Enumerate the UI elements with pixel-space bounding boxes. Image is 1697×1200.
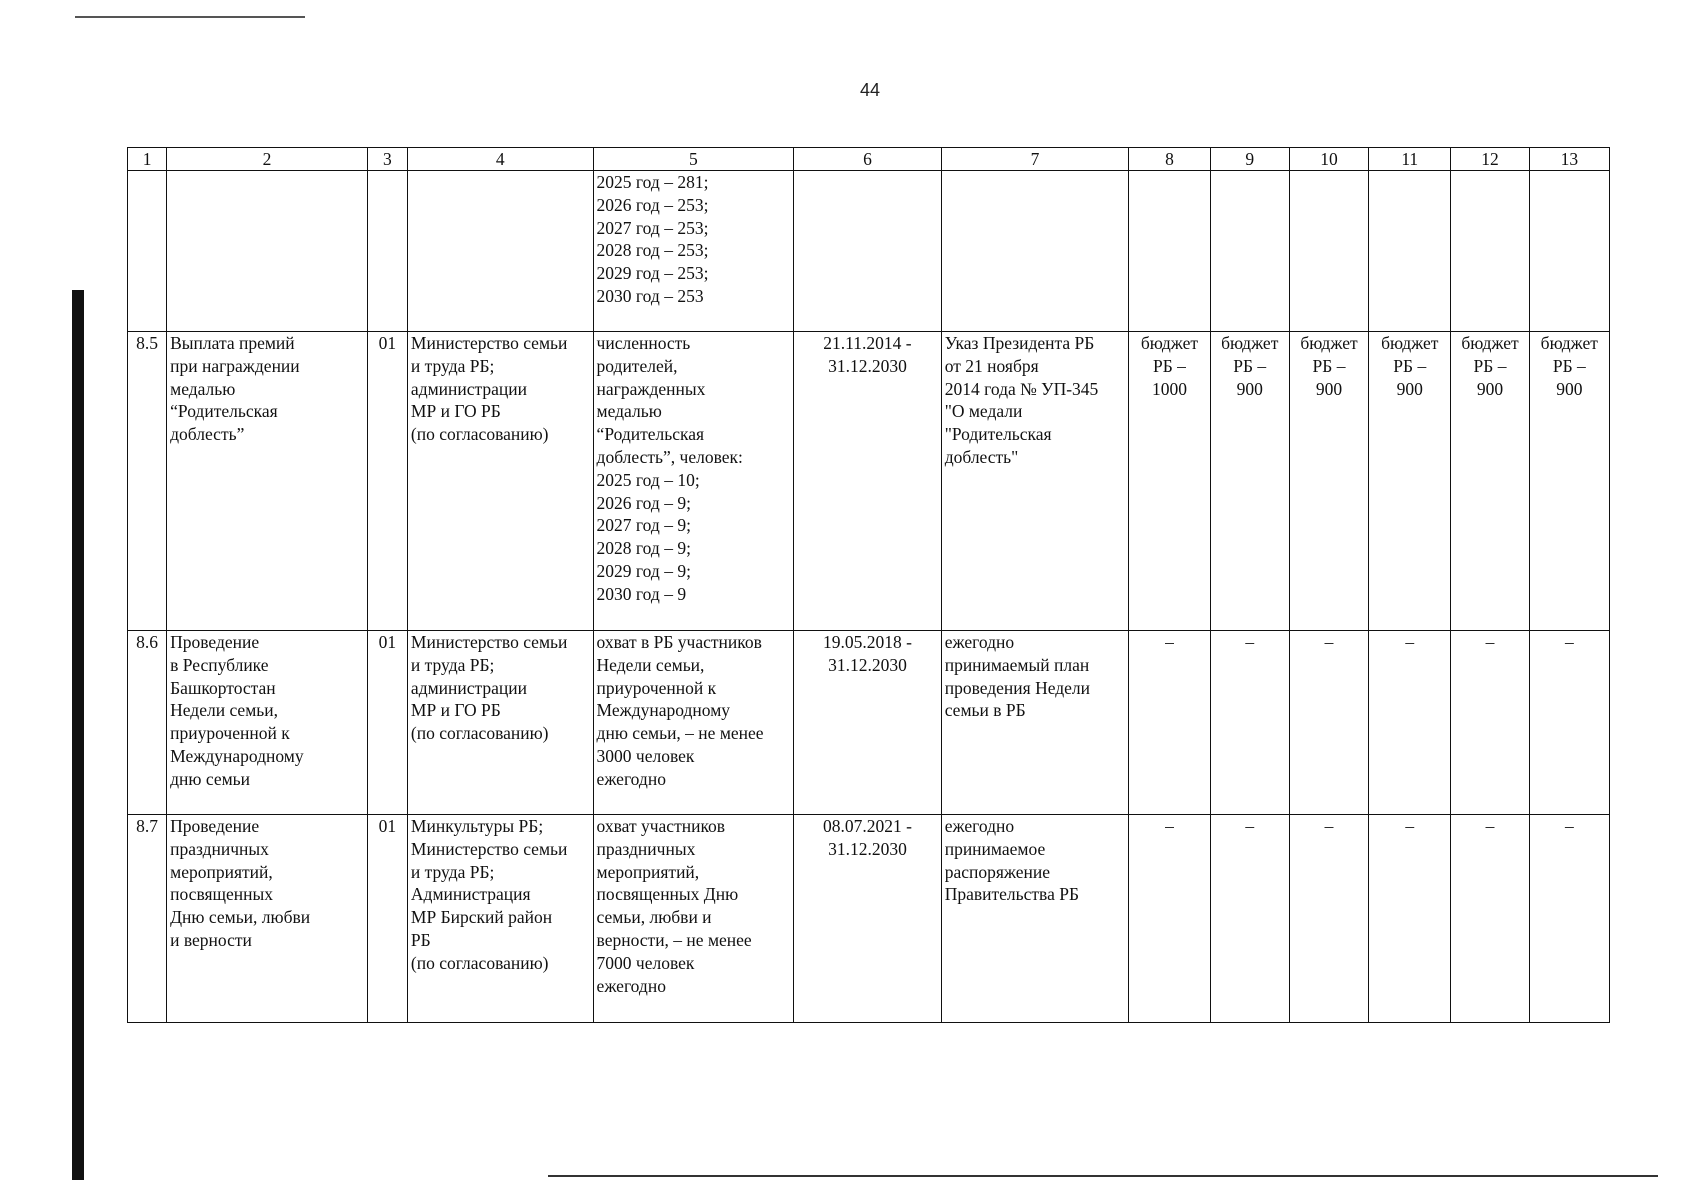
- cell-name: Выплата премий при награждении медалью “Родительская доблесть”: [167, 332, 368, 631]
- cell-funding: –: [1529, 631, 1609, 815]
- cell-name: Проведение праздничных мероприятий, посвященных Дню семьи, любви и верности: [167, 815, 368, 1023]
- header-cell-8: 8: [1129, 148, 1210, 171]
- header-cell-1: 1: [128, 148, 167, 171]
- cell-basis: Указ Президента РБ от 21 ноября 2014 года № УП-345 "О медали "Родительская доблесть": [941, 332, 1129, 631]
- cell-indicator: охват в РБ участников Недели семьи, приуроченной к Международному дню семьи, – не менее 3000 человек ежегодно: [593, 631, 794, 815]
- cell-indicator: охват участников праздничных мероприятий, посвященных Дню семьи, любви и верности, – не менее 7000 человек ежегодно: [593, 815, 794, 1023]
- header-cell-11: 11: [1369, 148, 1451, 171]
- cell-funding: –: [1369, 815, 1451, 1023]
- header-cell-13: 13: [1529, 148, 1609, 171]
- header-cell-4: 4: [407, 148, 593, 171]
- cell-basis: [941, 171, 1129, 332]
- cell-funding: [1529, 171, 1609, 332]
- header-cell-9: 9: [1210, 148, 1289, 171]
- cell-num: 8.6: [128, 631, 167, 815]
- cell-executors: Министерство семьи и труда РБ; администрации МР и ГО РБ (по согласованию): [407, 631, 593, 815]
- table-header-row: [128, 148, 1610, 171]
- table-row-continuation: [128, 171, 1610, 332]
- cell-funding: –: [1451, 815, 1529, 1023]
- cell-num: [128, 171, 167, 332]
- scan-rule-bottom: [548, 1175, 1658, 1177]
- cell-executors: Министерство семьи и труда РБ; администрации МР и ГО РБ (по согласованию): [407, 332, 593, 631]
- header-cell-12: 12: [1451, 148, 1529, 171]
- cell-basis: ежегодно принимаемое распоряжение Правительства РБ: [941, 815, 1129, 1023]
- cell-funding: бюджет РБ – 900: [1289, 332, 1368, 631]
- cell-indicator: численность родителей, награжденных медалью “Родительская доблесть”, человек: 2025 год – 10; 2026 год – 9; 2027 год – 9; 2028 год – 9; 2029 год – 9; 2030 год – 9: [593, 332, 794, 631]
- cell-funding: –: [1451, 631, 1529, 815]
- cell-period: 21.11.2014 - 31.12.2030: [794, 332, 941, 631]
- table-row: [128, 631, 1610, 815]
- cell-funding: [1369, 171, 1451, 332]
- cell-funding: бюджет РБ – 900: [1529, 332, 1609, 631]
- cell-name: Проведение в Республике Башкортостан Недели семьи, приуроченной к Международному дню семьи: [167, 631, 368, 815]
- cell-funding: –: [1289, 815, 1368, 1023]
- cell-num: 8.7: [128, 815, 167, 1023]
- cell-executors: [407, 171, 593, 332]
- cell-funding: –: [1289, 631, 1368, 815]
- cell-funding: –: [1129, 631, 1210, 815]
- cell-name: [167, 171, 368, 332]
- cell-num: 8.5: [128, 332, 167, 631]
- cell-indicator: 2025 год – 281; 2026 год – 253; 2027 год – 253; 2028 год – 253; 2029 год – 253; 2030 год – 253: [593, 171, 794, 332]
- plan-table: [127, 147, 1610, 1023]
- cell-period: 19.05.2018 - 31.12.2030: [794, 631, 941, 815]
- cell-funding: [1129, 171, 1210, 332]
- cell-code: 01: [367, 815, 407, 1023]
- page-number: 44: [859, 80, 881, 100]
- cell-basis: ежегодно принимаемый план проведения Недели семьи в РБ: [941, 631, 1129, 815]
- header-cell-5: 5: [593, 148, 794, 171]
- cell-funding: бюджет РБ – 900: [1210, 332, 1289, 631]
- cell-funding: –: [1529, 815, 1609, 1023]
- header-cell-7: 7: [941, 148, 1129, 171]
- header-cell-3: 3: [367, 148, 407, 171]
- cell-funding: –: [1210, 815, 1289, 1023]
- cell-code: [367, 171, 407, 332]
- cell-period: [794, 171, 941, 332]
- cell-funding: бюджет РБ – 900: [1451, 332, 1529, 631]
- cell-funding: –: [1210, 631, 1289, 815]
- scan-edge-bar: [72, 290, 84, 1180]
- cell-period: 08.07.2021 - 31.12.2030: [794, 815, 941, 1023]
- cell-funding: [1451, 171, 1529, 332]
- cell-funding: [1210, 171, 1289, 332]
- cell-funding: бюджет РБ – 1000: [1129, 332, 1210, 631]
- header-cell-6: 6: [794, 148, 941, 171]
- header-cell-2: 2: [167, 148, 368, 171]
- cell-code: 01: [367, 631, 407, 815]
- cell-funding: –: [1129, 815, 1210, 1023]
- cell-funding: –: [1369, 631, 1451, 815]
- header-cell-10: 10: [1289, 148, 1368, 171]
- cell-funding: [1289, 171, 1368, 332]
- cell-funding: бюджет РБ – 900: [1369, 332, 1451, 631]
- table-row: [128, 815, 1610, 1023]
- cell-code: 01: [367, 332, 407, 631]
- scan-rule-top: [75, 16, 305, 18]
- cell-executors: Минкультуры РБ; Министерство семьи и труда РБ; Администрация МР Бирский район РБ (по согласованию): [407, 815, 593, 1023]
- table-row: [128, 332, 1610, 631]
